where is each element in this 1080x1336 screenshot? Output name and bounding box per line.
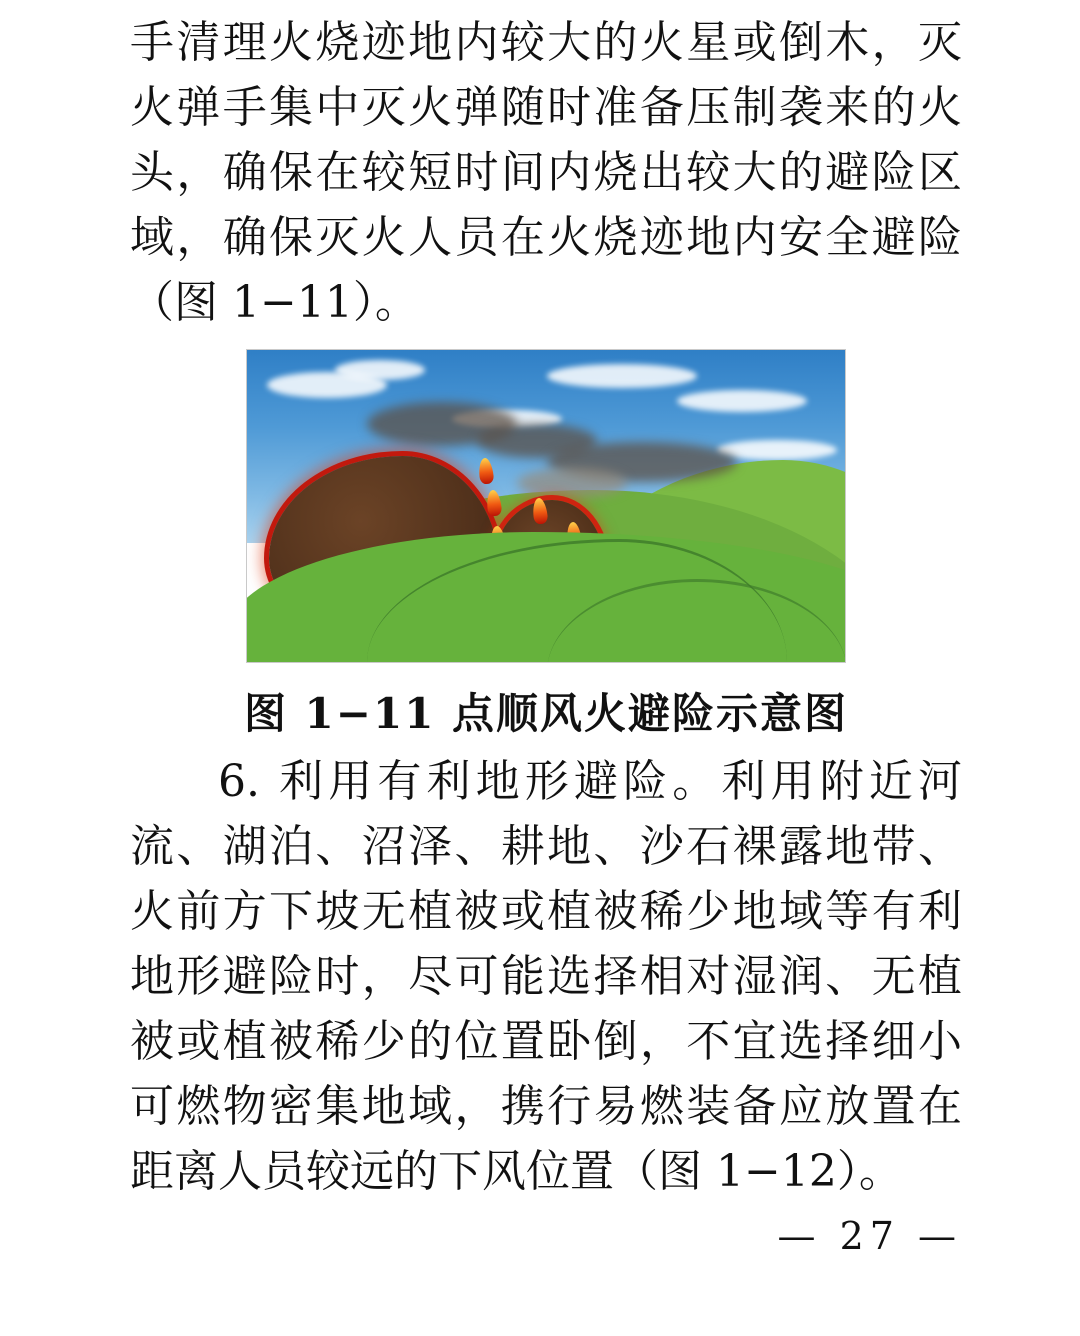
page-number: — 27 — bbox=[777, 1214, 962, 1258]
figure-block bbox=[130, 349, 962, 663]
paragraph-continuation: 手清理火烧迹地内较大的火星或倒木，灭火弹手集中灭火弹随时准备压制袭来的火头，确保在较短时间内烧出较大的避险区域，确保灭火人员在火烧迹地内安全避险（图 1−11）。 bbox=[130, 17, 962, 328]
cloud-shape bbox=[547, 364, 697, 388]
figure-image bbox=[246, 349, 846, 663]
paragraph-terrain-shelter: 6. 利用有利地形避险。利用附近河流、湖泊、沼泽、耕地、沙石裸露地带、火前方下坡无植被或植被稀少地域等有利地形避险时，尽可能选择相对湿润、无植被或植被稀少的位置卧倒，不宜选择细小可燃物密集地域，携行易燃装备应放置在距离人员较远的下风位置（图 1−12）。 bbox=[130, 756, 962, 1197]
smoke-plume bbox=[517, 468, 627, 498]
cloud-shape bbox=[677, 390, 807, 412]
cloud-shape bbox=[335, 360, 425, 380]
figure-caption: 图 1−11 点顺风火避险示意图 bbox=[243, 689, 849, 738]
